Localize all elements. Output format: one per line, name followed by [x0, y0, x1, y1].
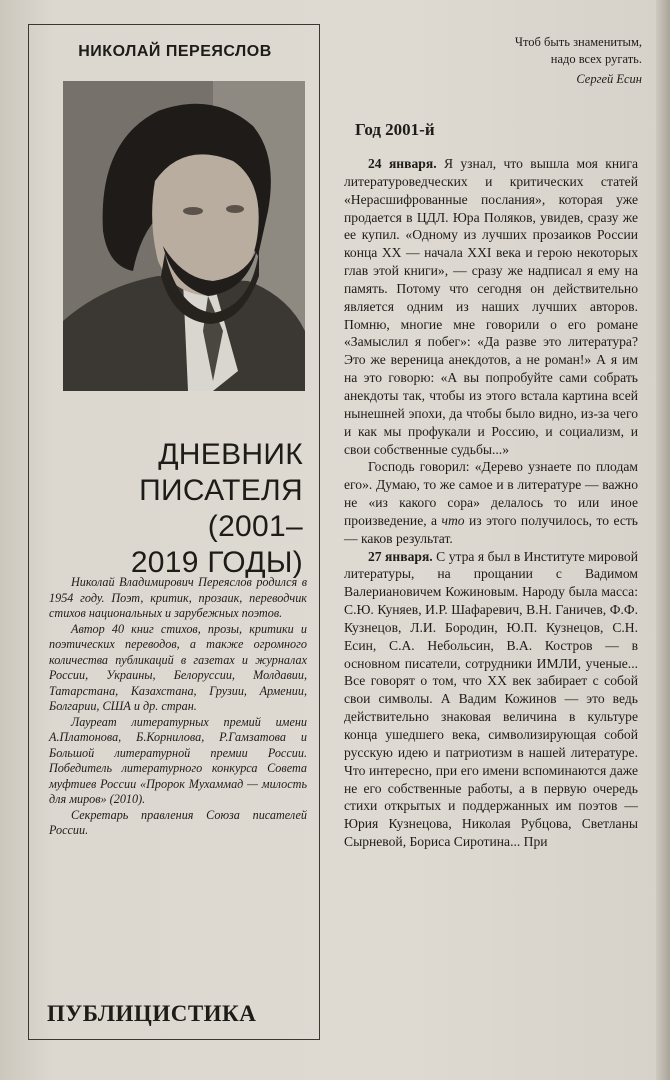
book-title [39, 437, 303, 581]
year-heading: Год 2001-й [355, 120, 435, 139]
epigraph-signature: Сергей Есин [576, 72, 642, 86]
author-name: НИКОЛАЙ ПЕРЕЯСЛОВ [78, 43, 272, 60]
diary-text [344, 155, 638, 851]
epigraph-line-2: надо всех ругать. [550, 52, 642, 66]
bio-paragraph: Секретарь правления Союза писателей России. [49, 807, 307, 837]
book-title-line-1: ДНЕВНИК [158, 438, 303, 471]
diary-entry-paragraph [344, 155, 638, 458]
entry-text: из этого получилось, то есть — каков результат. [344, 512, 638, 546]
book-title-line-2: ПИСАТЕЛЯ (2001– [139, 474, 303, 543]
entry-text: Я узнал, что вышла моя книга литературоведческих и критических статей «Нерасшифрованные послания», которая уже продается в ЦДЛ. Юра Поляков, увидев, сразу же ее купил. «Одному из лучших прозаиков России конца XX — начала XXI века и герою некоторых глав этой книги», — сразу же надписал я ему на память. Потому что сегодня он действительно является одним из наших лучших авторов. Помню, многие мне говорили о его романе «Замыслил я побег»: «Да разве это литература? Это же вереница анекдотов, а не роман!» А я им на это говорю: «А вы попробуйте сами собрать анекдоты так, чтобы из этого встала картина всей нынешней эпохи, да чтобы было видно, из-за чего и как мы профукали и Россию, и социализм, и свои собственные судьбы...» [344, 156, 638, 457]
book-title-line-3: 2019 ГОДЫ) [130, 546, 303, 579]
epigraph-line-1: Чтоб быть знаменитым, [514, 35, 642, 49]
author-portrait-photo [63, 81, 305, 391]
bio-paragraph: Автор 40 книг стихов, прозы, критики и поэтических переводов, а также огромного количества публикаций в газетах и журналах России, Украины, Белоруссии, Молдавии, Татарстана, Казахстана, Грузии, Армении, Болгарии, США и др. стран. [49, 621, 307, 713]
section-label: ПУБЛИЦИСТИКА [47, 1001, 257, 1026]
bio-paragraph: Николай Владимирович Переяслов родился в 1954 году. Поэт, критик, прозаик, переводчик стихов национальных и зарубежных поэтов. [49, 575, 307, 620]
entry-text: С утра я был в Институте мировой литературы, на прощании с Вадимом Валериановичем Кожиновым. Народу была масса: С.Ю. Куняев, И.Р. Шафаревич, В.Н. Ганичев, Ф.Ф. Кузнецов, Л.И. Бородин, Ю.П. Кузнецов, С.Н. Есин, С.А. Небольсин, В.А. Костров — в основном писатели, сотрудники ИМЛИ, ученые... Все говорят о том, что XX век забирает с собой свои символы. А Вадим Кожинов — это ведь действительно знаковая величина в культуре конца ушедшего века, символизирующая собой русскую идею и патриотизм в нашей литературе. Что интересно, при его имени вспоминаются даже не его собственные работы, а в первую очередь стихи открытых и поддержанных им поэтов — Юрия Кузнецова, Николая Рубцова, Светланы Сырневой, Бориса Сиротина... При [344, 548, 638, 850]
author-info-box [28, 24, 320, 1040]
epigraph [402, 34, 642, 88]
diary-entry-paragraph [344, 548, 638, 851]
page-edge-shadow [656, 0, 670, 1080]
bio-paragraph: Лауреат литературных премий имени А.Платонова, Б.Корнилова, Р.Гамзатова и Большой литературной премии России. Победитель литературного конкурса Совета муфтиев России «Пророк Мухаммад — милость для миров» (2010). [49, 714, 307, 806]
diary-entry-paragraph [344, 458, 638, 547]
entry-date: 24 января. [368, 156, 437, 171]
entry-emphasis: что [441, 512, 465, 528]
portrait-image [63, 81, 305, 391]
entry-date: 27 января. [368, 548, 433, 564]
entry-text: Господь говорил: «Дерево узнаете по плодам его». Думаю, то же самое и в литературе — важно не «из какого сора» делалось то или иное произведение, а [344, 459, 638, 528]
author-bio [49, 575, 307, 839]
